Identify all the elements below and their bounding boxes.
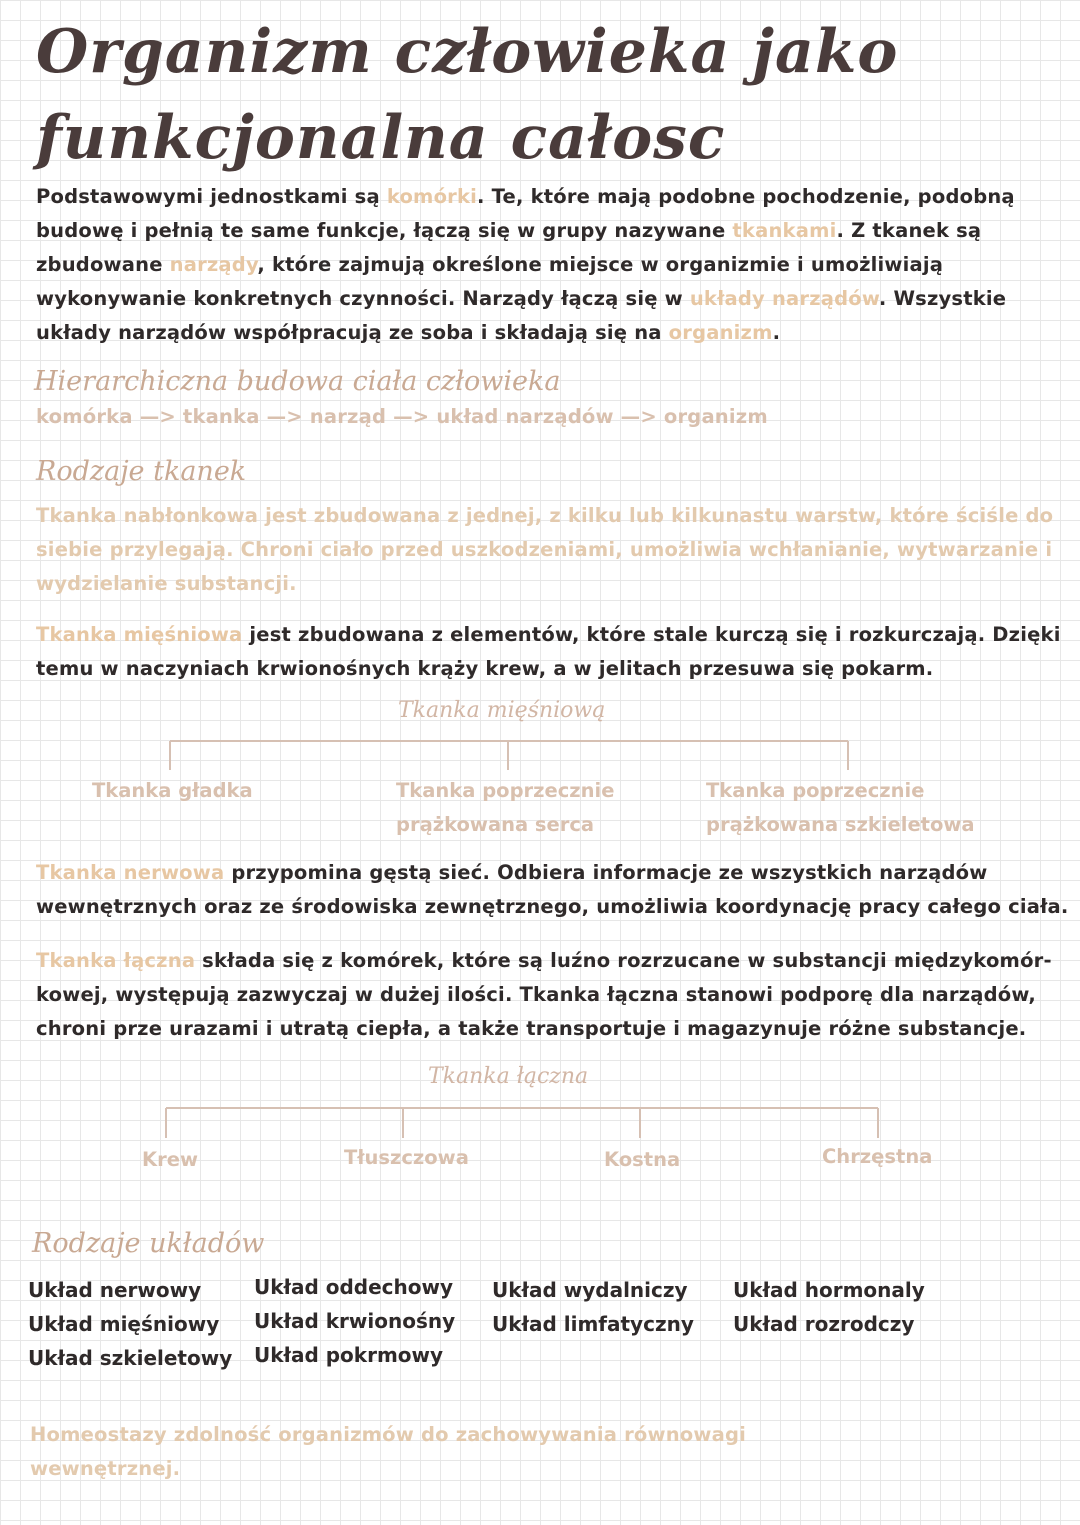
epithelial-paragraph: Tkanka nabłonkowa jest zbudowana z jednej, z kilku lub kilkunastu warstw, które ściśle do siebie przylegają. Chroni ciało przed uszkodzeniami, umożliwia wchłanianie, wytwarzanie i wydzielanie substancji. xyxy=(36,504,1054,595)
system-item: Układ mięśniowy xyxy=(28,1312,220,1336)
keyword-tissues: tkankami xyxy=(732,219,837,242)
connective-branch-fat: Tłuszczowa xyxy=(344,1146,469,1169)
intro-text: . Wszystkie układy narządów współpracują ze soba i składają się na xyxy=(36,287,1007,344)
connective-tree-root: Tkanka łączna xyxy=(428,1064,589,1089)
systems-column-4 xyxy=(733,1273,925,1341)
page-title-line2: funkcjonalna całosc xyxy=(36,103,726,173)
muscle-tree-root: Tkanka mięśniową xyxy=(398,698,606,723)
muscle-tissue-name: Tkanka mięśniowa xyxy=(36,623,243,646)
system-item: Układ pokrmowy xyxy=(254,1343,444,1367)
system-item: Układ limfatyczny xyxy=(492,1312,694,1336)
muscle-branch-smooth: Tkanka gładka xyxy=(92,779,253,802)
intro-text: . xyxy=(772,321,781,344)
muscle-tissue-text: jest zbudowana z elementów, które stale kurczą się i rozkurczają. Dzięki temu w naczyniach krwionośnych krąży krew, a w jelitach przesuwa się pokarm. xyxy=(36,623,1061,680)
page-title-line1: Organizm człowieka jako xyxy=(36,17,899,87)
intro-text: Podstawowymi jednostkami są xyxy=(36,185,387,208)
systems-column-1 xyxy=(28,1273,232,1375)
system-item: Układ wydalniczy xyxy=(492,1278,688,1302)
intro-text: . Te, które mają podobne pochodzenie, podobną budowę i pełnią te same funkcje, łączą się w grupy nazywane xyxy=(36,185,1015,242)
system-item: Układ hormonaly xyxy=(733,1278,925,1302)
systems-column-3 xyxy=(492,1273,694,1341)
hierarchy-chain: komórka —> tkanka —> narząd —> układ narządów —> organizm xyxy=(36,405,768,428)
homeostasis-definition: Homeostazy zdolność organizmów do zachowywania równowagi wewnętrznej. xyxy=(30,1423,747,1480)
keyword-cells: komórki xyxy=(386,185,478,208)
system-item: Układ rozrodczy xyxy=(733,1312,915,1336)
connective-branch-cartilage: Chrzęstna xyxy=(822,1145,933,1168)
systems-column-2 xyxy=(254,1270,455,1372)
hierarchy-heading: Hierarchiczna budowa ciała człowieka xyxy=(34,366,561,397)
system-item: Układ nerwowy xyxy=(28,1278,202,1302)
intro-text: . Z tkanek są zbudowane xyxy=(36,219,982,276)
system-item: Układ krwionośny xyxy=(254,1309,456,1333)
nerve-tissue-text: przypomina gęstą sieć. Odbiera informacje ze wszystkich narządów wewnętrznych oraz ze środowiska zewnętrznego, umożliwia koordynację pracy całego ciała. xyxy=(36,861,1069,918)
system-item: Układ szkieletowy xyxy=(28,1346,233,1370)
tissues-heading: Rodzaje tkanek xyxy=(36,456,247,487)
system-item: Układ oddechowy xyxy=(254,1275,454,1299)
keyword-organs: narządy xyxy=(169,253,258,276)
muscle-branch-cardiac: Tkanka poprzecznie prążkowana serca xyxy=(396,779,615,836)
connective-tissue-text: składa się z komórek, które są luźno rozrzucane w substancji międzykomór- kowej, występują zazwyczaj w dużej ilości. Tkanka łączna stanowi podporę dla narządów, chroni prze urazami i utratą ciepła, a także transportuje i magazynuje różne substancje. xyxy=(36,949,1052,1040)
keyword-organism: organizm xyxy=(668,321,773,344)
intro-text: , które zajmują określone miejsce w organizmie i umożliwiają wykonywanie konkretnych czynności. Narządy łączą się w xyxy=(36,253,944,310)
connective-branch-bone: Kostna xyxy=(604,1148,681,1171)
systems-heading: Rodzaje układów xyxy=(32,1228,265,1259)
connective-branch-blood: Krew xyxy=(142,1148,198,1171)
nerve-tissue-name: Tkanka nerwowa xyxy=(36,861,225,884)
muscle-branch-skeletal: Tkanka poprzecznie prążkowana szkieletowa xyxy=(706,779,975,836)
connective-tissue-name: Tkanka łączna xyxy=(36,949,196,972)
keyword-organ-systems: układy narządów xyxy=(689,287,879,310)
